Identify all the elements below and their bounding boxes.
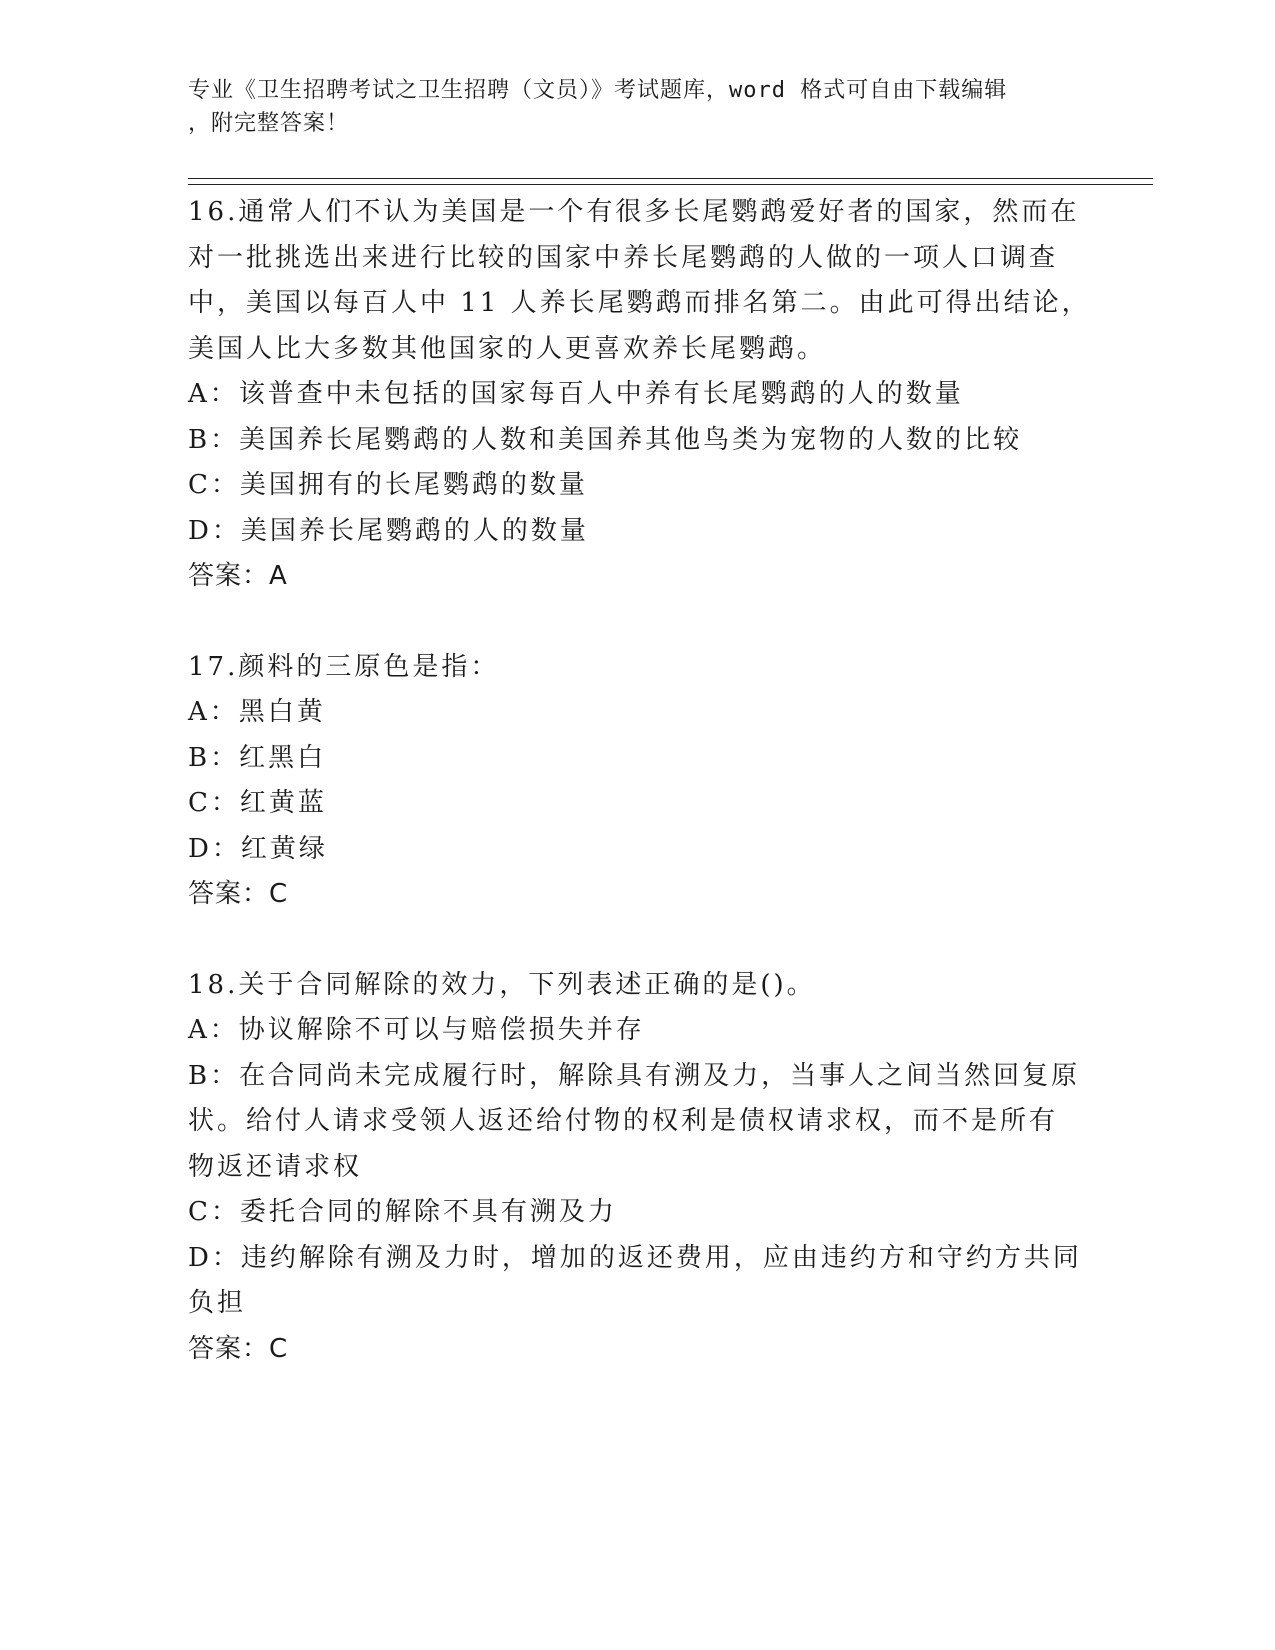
option-d-continuation: 负担: [188, 1288, 247, 1318]
option-c: C：美国拥有的长尾鹦鹉的数量: [188, 470, 588, 500]
option-b: B：美国养长尾鹦鹉的人数和美国养其他鸟类为宠物的人数的比较: [188, 424, 1023, 455]
answer-line: 答案：C: [188, 879, 289, 909]
header-line-2: ，附完整答案！: [188, 111, 350, 136]
option-c: C：委托合同的解除不具有溯及力: [188, 1197, 617, 1227]
option-b: B：红黑白: [188, 742, 327, 773]
question-list: [188, 190, 1091, 1417]
header-note: [188, 74, 1068, 140]
option-a: A：黑白黄: [188, 697, 326, 727]
header-line-1: 专业《卫生招聘考试之卫生招聘（文员）》考试题库，word 格式可自由下载编辑: [188, 78, 1008, 103]
option-b-continuation: 状。给付人请求受领人返还给付物的权利是债权请求权，而不是所有: [188, 1106, 1059, 1136]
question-stem-line: 中，美国以每百人中 11 人养长尾鹦鹉而排名第二。由此可得出结论，: [188, 288, 1091, 318]
option-a: A：该普查中未包括的国家每百人中养有长尾鹦鹉的人的数量: [188, 379, 964, 409]
question-stem-line: 18.关于合同解除的效力，下列表述正确的是()。: [188, 969, 816, 1000]
question-stem-line: 17.颜料的三原色是指：: [188, 651, 500, 682]
option-c: C：红黄蓝: [188, 788, 327, 818]
answer-line: 答案：A: [188, 561, 288, 591]
question-18: [188, 963, 1088, 1373]
option-d: D：红黄绿: [188, 833, 328, 864]
answer-line: 答案：C: [188, 1333, 289, 1364]
option-b-continuation: 物返还请求权: [188, 1151, 363, 1182]
question-17: [188, 645, 1088, 918]
option-d: D：违约解除有溯及力时，增加的返还费用，应由违约方和守约方共同: [188, 1242, 1082, 1273]
header-divider-top: [188, 178, 1153, 179]
question-16: [188, 190, 1091, 600]
option-b: B：在合同尚未完成履行时，解除具有溯及力，当事人之间当然回复原: [188, 1060, 1081, 1091]
option-d: D：美国养长尾鹦鹉的人的数量: [188, 515, 589, 546]
question-stem-line: 美国人比大多数其他国家的人更喜欢养长尾鹦鹉。: [188, 333, 827, 364]
question-stem-line: 16.通常人们不认为美国是一个有很多长尾鹦鹉爱好者的国家，然而在: [188, 197, 1080, 227]
header-divider-bottom: [188, 184, 1153, 185]
option-a: A：协议解除不可以与赔偿损失并存: [188, 1015, 645, 1045]
question-stem-line: 对一批挑选出来进行比较的国家中养长尾鹦鹉的人做的一项人口调查: [188, 242, 1059, 273]
